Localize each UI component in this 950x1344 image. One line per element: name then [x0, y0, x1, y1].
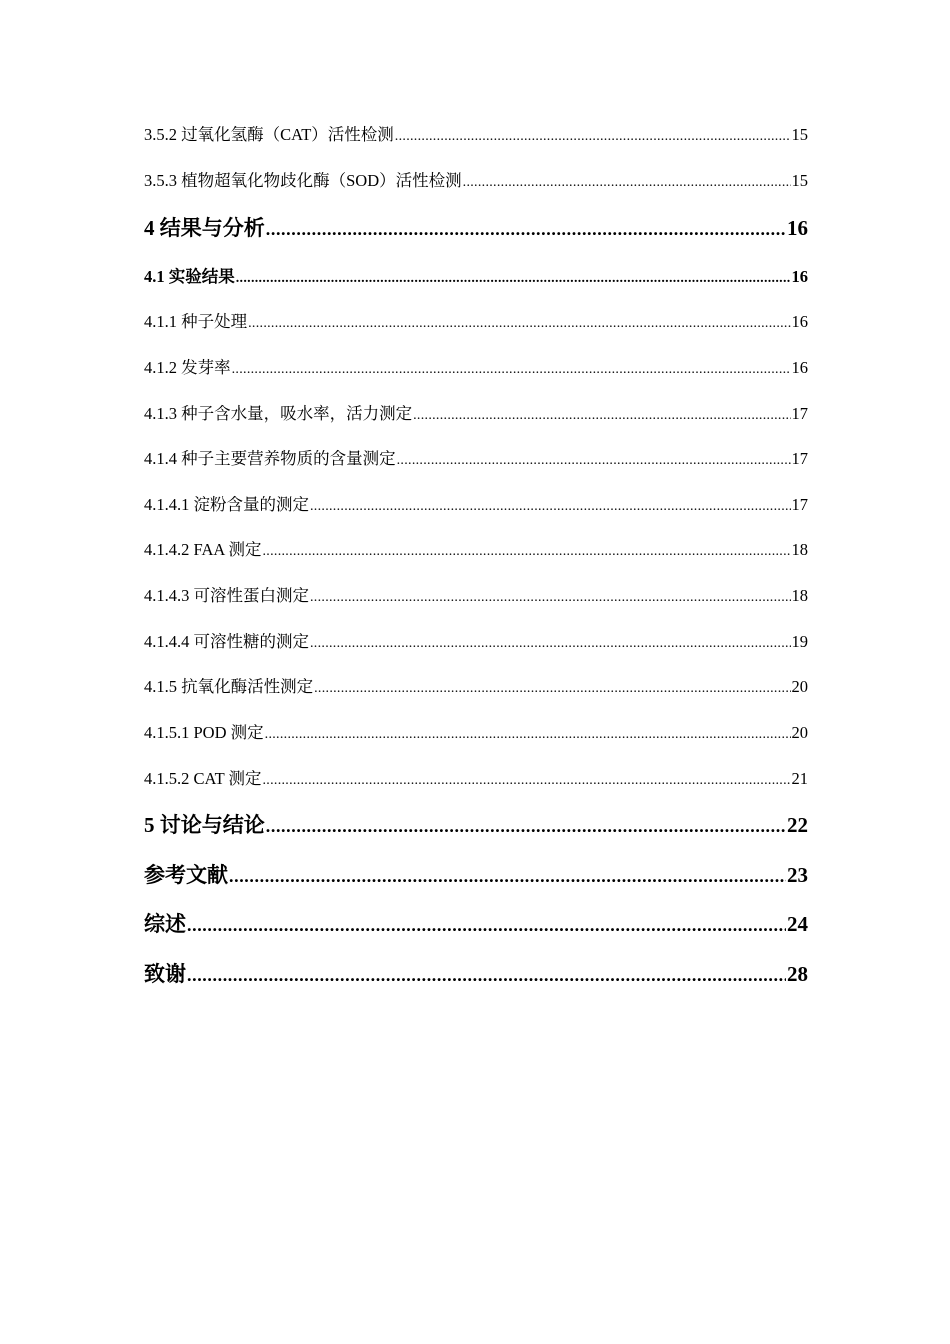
toc-entry-label: 4.1.4.2 FAA 测定: [144, 540, 262, 559]
dot-leader: [463, 175, 791, 191]
toc-entry-4-1-5-2[interactable]: [144, 765, 808, 789]
toc-entry-chapter-5[interactable]: [144, 809, 808, 839]
dot-leader: [266, 219, 786, 240]
dot-leader: [263, 773, 791, 789]
toc-entry-4-1-5-1[interactable]: [144, 719, 808, 743]
toc-entry-acknowledgements[interactable]: [144, 958, 808, 988]
toc-entry-label: 参考文献: [144, 863, 228, 887]
toc-entry-4-1-3[interactable]: [144, 400, 808, 424]
toc-entry-4-1-2[interactable]: [144, 354, 808, 378]
toc-entry-page-number: 17: [791, 449, 808, 468]
dot-leader: [413, 408, 790, 424]
toc-entry-4-1-4-4[interactable]: [144, 628, 808, 652]
dot-leader: [266, 816, 786, 837]
dot-leader: [236, 271, 791, 287]
toc-entry-label: 4.1.4.1 淀粉含量的测定: [144, 495, 309, 514]
toc-entry-page-number: 17: [791, 495, 808, 514]
toc-entry-label: 4.1.5.1 POD 测定: [144, 723, 264, 742]
dot-leader: [397, 453, 791, 469]
dot-leader: [314, 681, 790, 697]
toc-entry-page-number: 28: [787, 962, 808, 986]
toc-entry-page-number: 15: [791, 125, 808, 144]
toc-entry-page-number: 20: [791, 723, 808, 742]
dot-leader: [187, 915, 786, 936]
toc-entry-4-1-5[interactable]: [144, 673, 808, 697]
toc-entry-page-number: 16: [791, 312, 808, 331]
toc-entry-page-number: 21: [791, 769, 808, 788]
toc-entry-4-1-4-3[interactable]: [144, 582, 808, 606]
toc-entry-4-1-4-2[interactable]: [144, 536, 808, 560]
toc-entry-label: 综述: [144, 912, 186, 936]
toc-entry-3-5-3[interactable]: [144, 167, 808, 191]
toc-entry-label: 4.1.4.4 可溶性糖的测定: [144, 632, 309, 651]
toc-entry-3-5-2[interactable]: [144, 121, 808, 145]
toc-entry-label: 4.1.3 种子含水量，吸水率，活力测定: [144, 404, 413, 423]
toc-entry-label: 4.1.5 抗氧化酶活性测定: [144, 677, 314, 696]
toc-entry-label: 4.1.4 种子主要营养物质的含量测定: [144, 449, 396, 468]
toc-entry-page-number: 16: [787, 216, 808, 240]
toc-entry-label: 4.1 实验结果: [144, 267, 235, 286]
toc-entry-label: 4.1.5.2 CAT 测定: [144, 769, 262, 788]
toc-entry-page-number: 19: [791, 632, 808, 651]
toc-entry-4-1[interactable]: [144, 263, 808, 287]
toc-entry-page-number: 24: [787, 912, 808, 936]
toc-entry-review[interactable]: [144, 908, 808, 938]
toc-entry-page-number: 16: [791, 267, 808, 286]
toc-entry-page-number: 15: [791, 171, 808, 190]
dot-leader: [395, 129, 791, 145]
toc-entry-4-1-4-1[interactable]: [144, 491, 808, 515]
toc-entry-label: 4.1.4.3 可溶性蛋白测定: [144, 586, 309, 605]
toc-entry-label: 3.5.3 植物超氧化物歧化酶（SOD）活性检测: [144, 171, 462, 190]
toc-entry-label: 4.1.2 发芽率: [144, 358, 231, 377]
toc-entry-page-number: 17: [791, 404, 808, 423]
toc-entry-page-number: 16: [791, 358, 808, 377]
toc-entry-label: 4 结果与分析: [144, 216, 265, 240]
dot-leader: [187, 965, 786, 986]
toc-entry-chapter-4[interactable]: [144, 212, 808, 242]
toc-entry-label: 致谢: [144, 962, 186, 986]
toc-entry-label: 5 讨论与结论: [144, 813, 265, 837]
dot-leader: [232, 362, 791, 378]
toc-entry-page-number: 23: [787, 863, 808, 887]
toc-entry-page-number: 22: [787, 813, 808, 837]
toc-entry-4-1-4[interactable]: [144, 445, 808, 469]
toc-entry-page-number: 18: [791, 540, 808, 559]
dot-leader: [265, 727, 791, 743]
dot-leader: [310, 499, 791, 515]
toc-entry-references[interactable]: [144, 859, 808, 889]
dot-leader: [310, 590, 791, 606]
toc-entry-page-number: 20: [791, 677, 808, 696]
dot-leader: [229, 866, 786, 887]
toc-entry-4-1-1[interactable]: [144, 308, 808, 332]
toc-entry-label: 3.5.2 过氧化氢酶（CAT）活性检测: [144, 125, 394, 144]
toc-entry-label: 4.1.1 种子处理: [144, 312, 248, 331]
dot-leader: [310, 636, 791, 652]
dot-leader: [248, 316, 790, 332]
toc-entry-page-number: 18: [791, 586, 808, 605]
dot-leader: [263, 544, 791, 560]
